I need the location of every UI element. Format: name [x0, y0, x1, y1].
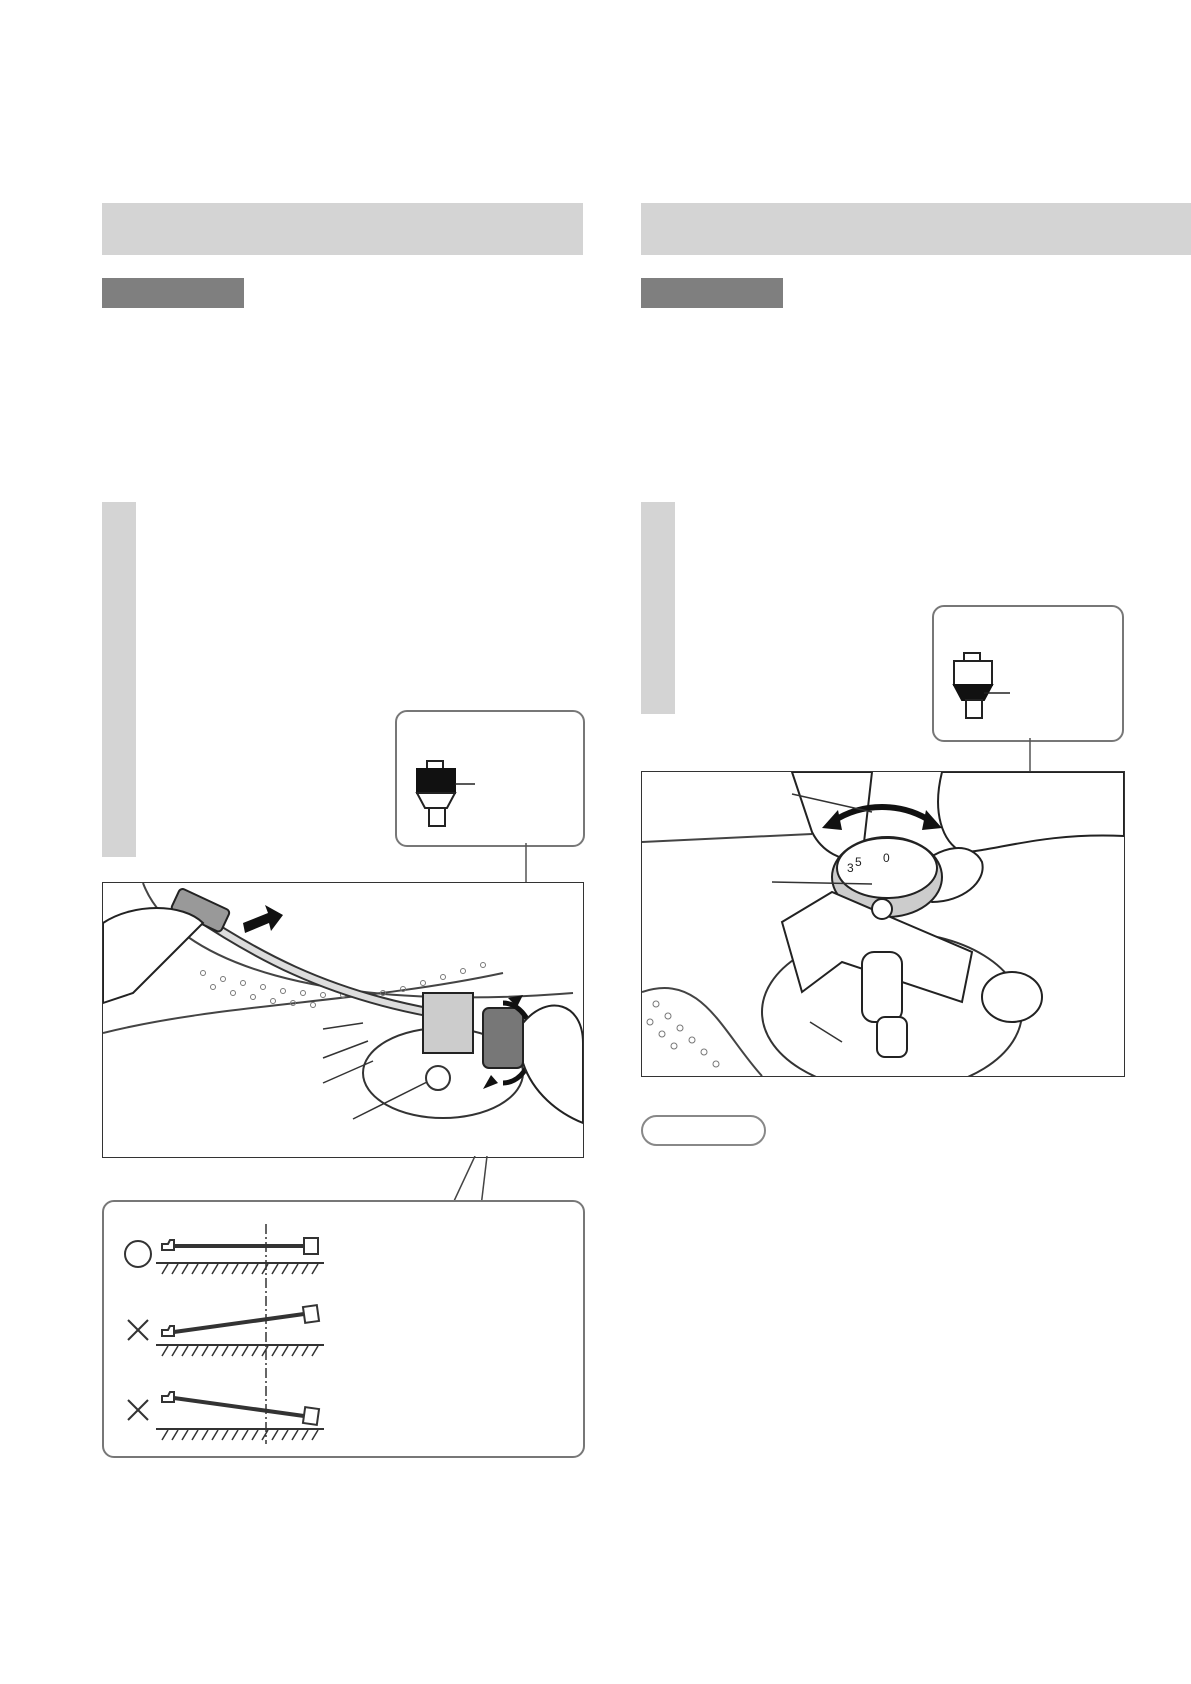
incorrect-mark-icon: [128, 1400, 148, 1420]
balance-row-correct: [125, 1238, 324, 1274]
dial-mark: 5: [855, 855, 862, 869]
right-section-tab: [641, 278, 783, 308]
left-step-bar: [102, 502, 136, 857]
cartridge-icon: [397, 712, 583, 845]
cartridge-icon: [934, 607, 1122, 740]
dial-mark: 0: [883, 851, 890, 865]
left-section-title-bar: [102, 203, 583, 255]
right-cartridge-callout: [932, 605, 1124, 742]
balance-diagram-box: [102, 1200, 585, 1458]
right-step-bar: [641, 502, 675, 714]
balance-row-incorrect-down: [128, 1392, 324, 1440]
right-section-title-bar: [641, 203, 1191, 255]
left-section-tab: [102, 278, 244, 308]
left-cartridge-callout: [395, 710, 585, 847]
right-counterweight-illustration: [641, 771, 1125, 1077]
note-pill: [641, 1115, 766, 1146]
left-tonearm-illustration: [102, 882, 584, 1158]
dial-mark: 3: [847, 861, 854, 875]
correct-mark-icon: [125, 1241, 151, 1267]
balance-row-incorrect-up: [128, 1305, 324, 1356]
incorrect-mark-icon: [128, 1320, 148, 1340]
